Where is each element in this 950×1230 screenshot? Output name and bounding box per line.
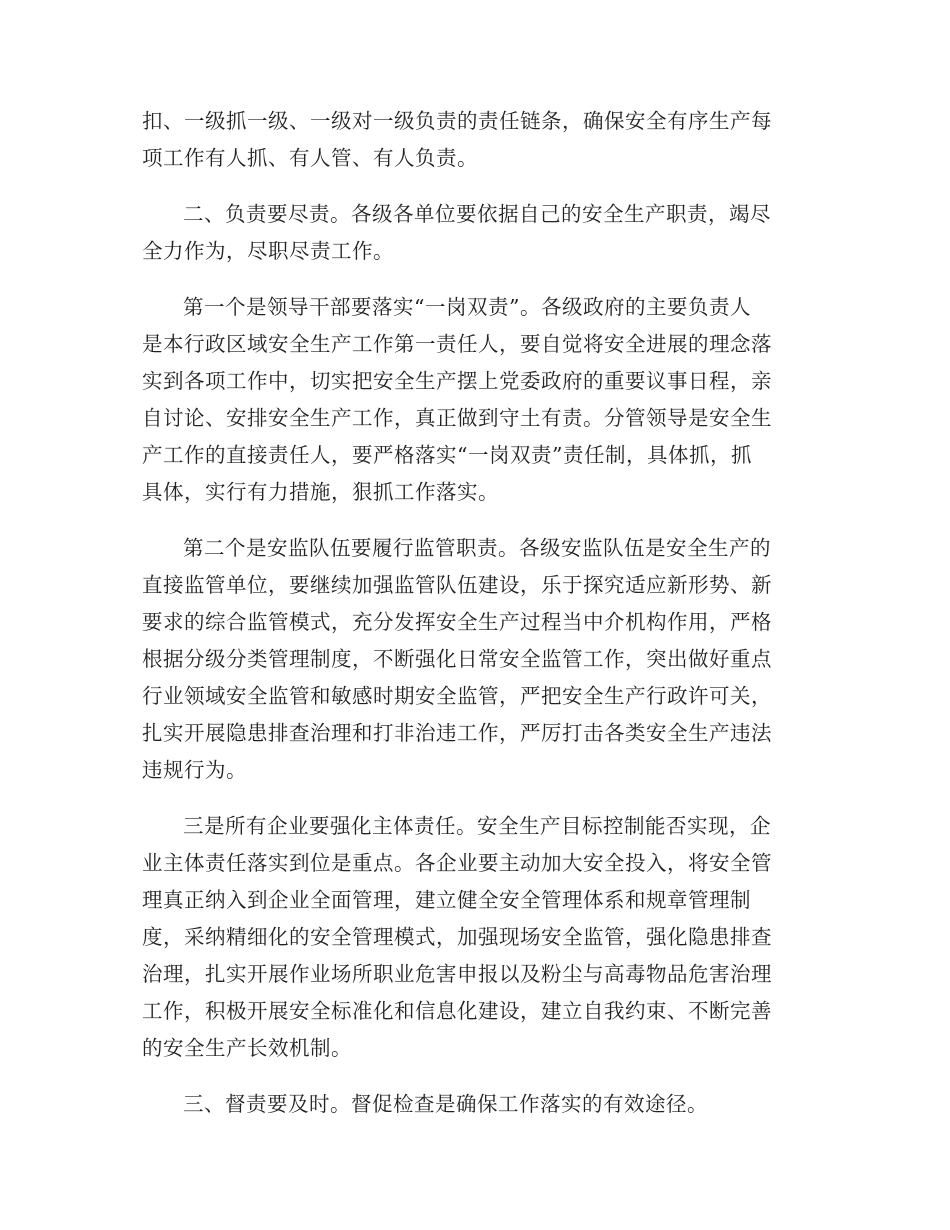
text-line: 三是所有企业要强化主体责任。安全生产目标控制能否实现，企 — [183, 814, 771, 838]
text-line: 理真正纳入到企业全面管理，建立健全安全管理体系和规章管理制 — [142, 888, 751, 912]
text-line: 业主体责任落实到位是重点。各企业要主动加大安全投入，将安全管 — [142, 851, 772, 875]
text-line: 全力作为，尽职尽责工作。 — [142, 239, 394, 263]
text-line: 三、督责要及时。督促检查是确保工作落实的有效途径。 — [183, 1092, 708, 1116]
text-line: 扎实开展隐患排查治理和打非治违工作，严厉打击各类安全生产违法 — [142, 721, 772, 745]
text-line: 的安全生产长效机制。 — [142, 1036, 352, 1060]
text-line: 治理，扎实开展作业场所职业危害申报以及粉尘与高毒物品危害治理 — [142, 962, 772, 986]
text-line: 具体，实行有力措施，狠抓工作落实。 — [142, 480, 499, 504]
text-line: 直接监管单位，要继续加强监管队伍建设，乐于探究适应新形势、新 — [142, 573, 772, 597]
paragraph-6 — [142, 1086, 800, 1123]
text-line: 根据分级分类管理制度，不断强化日常安全监管工作，突出做好重点 — [142, 647, 772, 671]
text-line: 第一个是领导干部要落实“一岗双责”。各级政府的主要负责人 — [183, 295, 751, 319]
text-line: 度，采纳精细化的安全管理模式，加强现场安全监管，强化隐患排查 — [142, 925, 772, 949]
text-line: 扣、一级抓一级、一级对一级负责的责任链条，确保安全有序生产每 — [142, 109, 772, 133]
text-line: 违规行为。 — [142, 758, 247, 782]
paragraph-2 — [142, 196, 800, 270]
text-line: 第二个是安监队伍要履行监管职责。各级安监队伍是安全生产的 — [183, 536, 771, 560]
paragraph-4 — [142, 530, 800, 789]
text-line: 二、负责要尽责。各级各单位要依据自己的安全生产职责，竭尽 — [183, 202, 771, 226]
text-line: 是本行政区域安全生产工作第一责任人，要自觉将安全进展的理念落 — [142, 332, 772, 356]
document-page — [142, 103, 800, 1142]
paragraph-1 — [142, 103, 800, 177]
paragraph-5 — [142, 808, 800, 1067]
text-line: 项工作有人抓、有人管、有人负责。 — [142, 146, 478, 170]
paragraph-3 — [142, 289, 800, 511]
text-line: 工作，积极开展安全标准化和信息化建设，建立自我约束、不断完善 — [142, 999, 772, 1023]
text-line: 自讨论、安排安全生产工作，真正做到守土有责。分管领导是安全生 — [142, 406, 772, 430]
text-line: 产工作的直接责任人，要严格落实“一岗双责”责任制，具体抓，抓 — [142, 443, 752, 467]
text-line: 要求的综合监管模式，充分发挥安全生产过程当中介机构作用，严格 — [142, 610, 772, 634]
text-line: 实到各项工作中，切实把安全生产摆上党委政府的重要议事日程，亲 — [142, 369, 772, 393]
text-line: 行业领域安全监管和敏感时期安全监管，严把安全生产行政许可关， — [142, 684, 772, 708]
